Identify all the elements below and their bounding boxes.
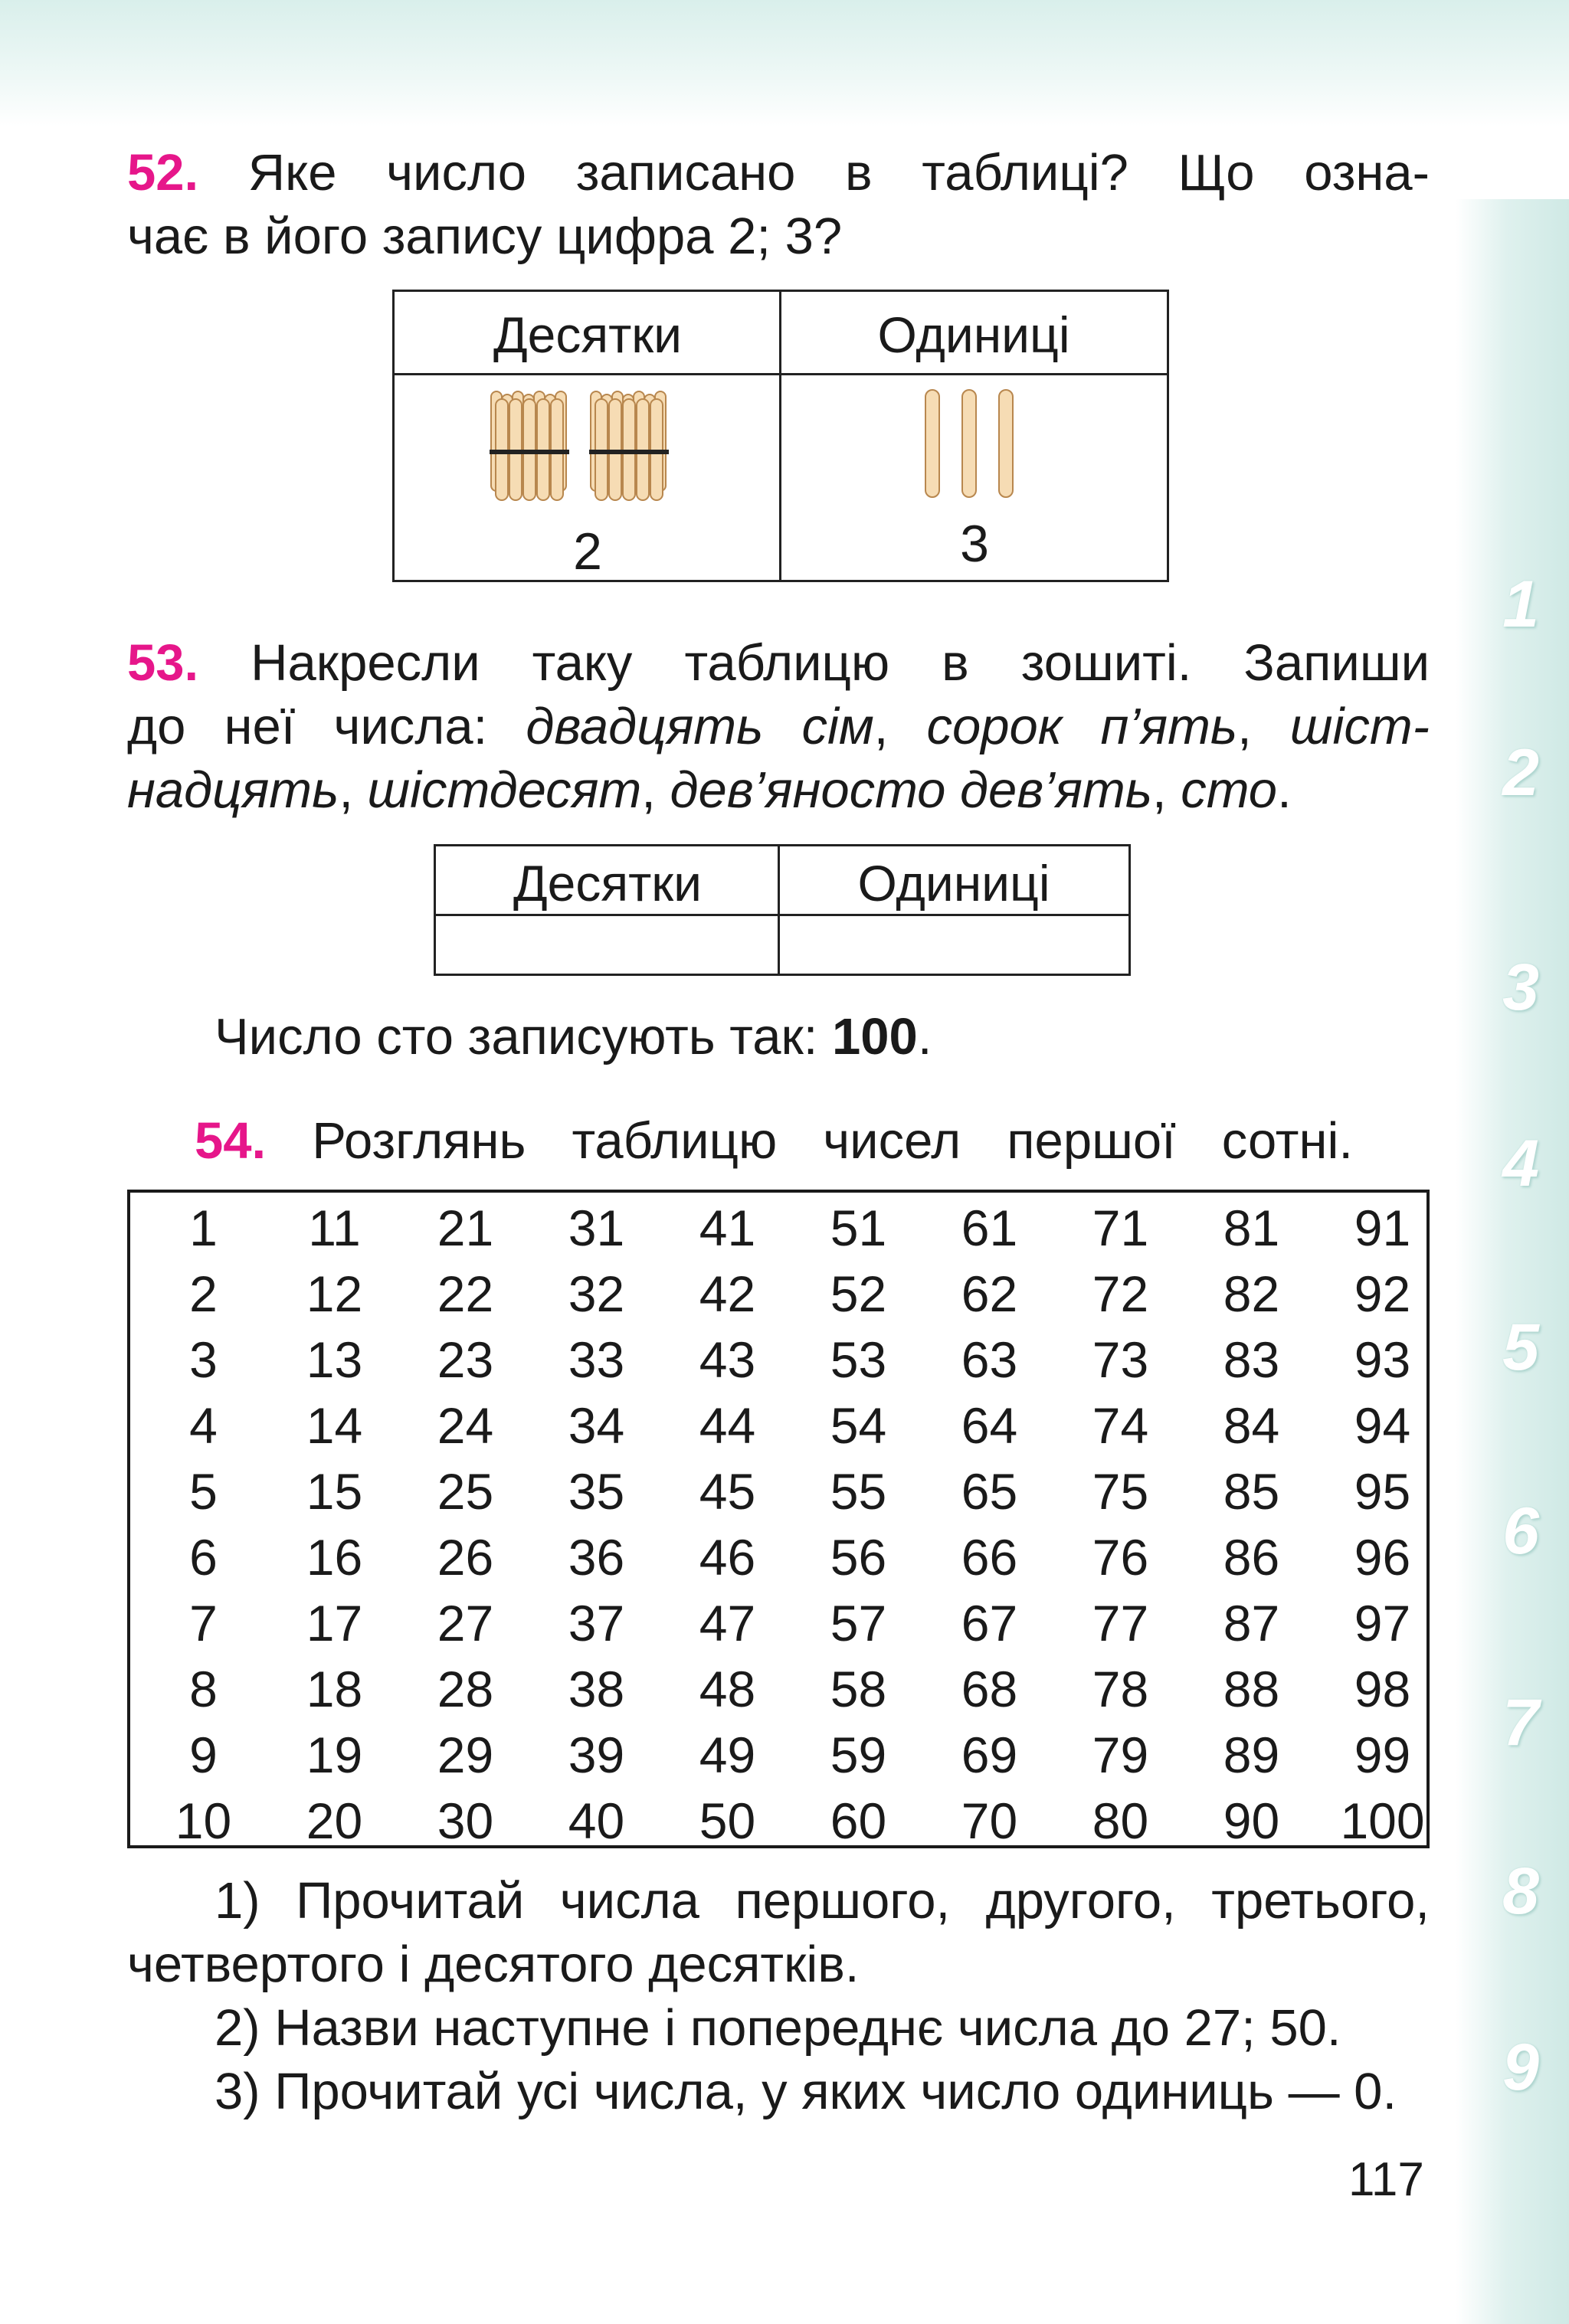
ex54-task2	[215, 1996, 1440, 2060]
grid-cell: 32	[568, 1265, 625, 1322]
grid-cell: 48	[699, 1661, 756, 1717]
bundle-band	[589, 450, 669, 454]
ex53-header-tens: Десятки	[513, 855, 703, 912]
ex52-line2	[127, 205, 1430, 268]
ex52-text-line2: чає в його запису цифра 2; 3?	[127, 208, 843, 265]
ex52-units-digit: 3	[960, 515, 989, 573]
grid-cell: 52	[830, 1265, 887, 1322]
grid-cell: 62	[961, 1265, 1018, 1322]
grid-cell: 46	[699, 1529, 756, 1586]
grid-cell: 10	[175, 1792, 232, 1849]
grid-cell: 77	[1092, 1595, 1149, 1651]
grid-cell: 5	[189, 1463, 218, 1520]
grid-cell: 38	[568, 1661, 625, 1717]
grid-cell: 100	[1340, 1792, 1425, 1849]
grid-cell: 28	[437, 1661, 494, 1717]
grid-cell: 68	[961, 1661, 1018, 1717]
grid-cell: 16	[306, 1529, 363, 1586]
ex53-word-3b: надцять	[127, 761, 339, 819]
ex52-table	[392, 290, 1169, 582]
unit-stick	[962, 390, 976, 497]
side-tab-9: 9	[1502, 2031, 1539, 2104]
grid-cell: 41	[699, 1200, 756, 1256]
grid-cell: 49	[699, 1727, 756, 1783]
ex53-header-units: Одиниці	[857, 855, 1050, 912]
grid-cell: 74	[1092, 1397, 1149, 1454]
hundred-table	[138, 1195, 1425, 1854]
ex52-tens-digit: 2	[573, 522, 602, 581]
grid-cell: 26	[437, 1529, 494, 1586]
ex54-text: Розглянь таблицю чисел першої сотні.	[312, 1112, 1353, 1170]
grid-cell: 64	[961, 1397, 1018, 1454]
grid-cell: 84	[1223, 1397, 1280, 1454]
ex53-word-4: шістдесят	[367, 761, 642, 819]
ex53-number: 53.	[127, 634, 199, 692]
grid-cell: 9	[189, 1727, 218, 1783]
grid-cell: 76	[1092, 1529, 1149, 1586]
ten-bundle	[490, 391, 569, 500]
grid-cell: 60	[830, 1792, 887, 1849]
ex52-line1	[127, 141, 1430, 205]
ex53-line2: до неї числа: двадцять сім, сорок п’ять, шіст-	[127, 698, 1430, 755]
grid-cell: 89	[1223, 1727, 1280, 1783]
grid-cell: 78	[1092, 1661, 1149, 1717]
ex53-table	[434, 844, 1131, 976]
side-tab-7: 7	[1502, 1686, 1539, 1759]
grid-cell: 53	[830, 1331, 887, 1388]
grid-cell: 19	[306, 1727, 363, 1783]
grid-cell: 17	[306, 1595, 363, 1651]
side-tab-8: 8	[1502, 1854, 1539, 1928]
grid-cell: 42	[699, 1265, 756, 1322]
grid-cell: 82	[1223, 1265, 1280, 1322]
grid-cell: 98	[1354, 1661, 1411, 1717]
grid-cell: 30	[437, 1792, 494, 1849]
grid-cell: 87	[1223, 1595, 1280, 1651]
grid-cell: 88	[1223, 1661, 1280, 1717]
grid-cell: 51	[830, 1200, 887, 1256]
grid-cell: 25	[437, 1463, 494, 1520]
ex54-task1-line2	[127, 1933, 1430, 1996]
grid-cell: 14	[306, 1397, 363, 1454]
ten-bundle	[589, 391, 669, 500]
grid-cell: 45	[699, 1463, 756, 1520]
grid-cell: 55	[830, 1463, 887, 1520]
grid-cell: 36	[568, 1529, 625, 1586]
page-number: 117	[1348, 2153, 1424, 2206]
grid-cell: 33	[568, 1331, 625, 1388]
grid-cell: 7	[189, 1595, 218, 1651]
grid-cell: 54	[830, 1397, 887, 1454]
grid-cell: 35	[568, 1463, 625, 1520]
grid-cell: 66	[961, 1529, 1018, 1586]
grid-cell: 20	[306, 1792, 363, 1849]
grid-cell: 29	[437, 1727, 494, 1783]
ex53-table-hline	[436, 914, 1128, 916]
grid-cell: 1	[189, 1200, 218, 1256]
grid-cell: 15	[306, 1463, 363, 1520]
ex53-word-5: дев’яносто дев’ять	[670, 761, 1152, 819]
hundred-note-end: .	[917, 1008, 932, 1065]
hundred-note	[215, 1005, 1364, 1069]
grid-cell: 90	[1223, 1792, 1280, 1849]
grid-cell: 70	[961, 1792, 1018, 1849]
grid-cell: 43	[699, 1331, 756, 1388]
ex54-task1-text1: 1) Прочитай числа першого, другого, третього,	[215, 1872, 1430, 1930]
grid-cell: 4	[189, 1397, 218, 1454]
grid-cell: 80	[1092, 1792, 1149, 1849]
grid-cell: 3	[189, 1331, 218, 1388]
side-tab-5: 5	[1502, 1311, 1539, 1384]
grid-cell: 34	[568, 1397, 625, 1454]
grid-cell: 96	[1354, 1529, 1411, 1586]
hundred-note-text: Число сто записують так:	[215, 1008, 833, 1065]
side-tab-4: 4	[1502, 1127, 1539, 1200]
grid-cell: 50	[699, 1792, 756, 1849]
hundred-note-value: 100	[832, 1008, 918, 1065]
grid-cell: 57	[830, 1595, 887, 1651]
unit-stick	[925, 390, 939, 497]
grid-cell: 39	[568, 1727, 625, 1783]
grid-cell: 37	[568, 1595, 625, 1651]
grid-cell: 13	[306, 1331, 363, 1388]
grid-cell: 44	[699, 1397, 756, 1454]
grid-cell: 67	[961, 1595, 1018, 1651]
grid-cell: 47	[699, 1595, 756, 1651]
grid-cell: 69	[961, 1727, 1018, 1783]
grid-cell: 12	[306, 1265, 363, 1322]
ex54-task3-text: 3) Прочитай усі числа, у яких число одиниць — 0.	[215, 2063, 1397, 2120]
ex52-text-line1: Яке число записано в таблиці? Що озна-	[247, 144, 1430, 201]
grid-cell: 61	[961, 1200, 1018, 1256]
grid-cell: 93	[1354, 1331, 1411, 1388]
grid-cell: 27	[437, 1595, 494, 1651]
side-tab-2: 2	[1502, 736, 1539, 810]
ex54-number: 54.	[195, 1112, 267, 1170]
grid-cell: 79	[1092, 1727, 1149, 1783]
ten-stick-bundles	[486, 387, 686, 502]
bundle-band	[490, 450, 569, 454]
side-tab-3: 3	[1502, 951, 1539, 1024]
grid-cell: 11	[308, 1200, 361, 1256]
grid-cell: 59	[830, 1727, 887, 1783]
side-tab-1: 1	[1502, 568, 1539, 641]
grid-cell: 97	[1354, 1595, 1411, 1651]
unit-stick	[999, 390, 1013, 497]
grid-cell: 65	[961, 1463, 1018, 1520]
grid-cell: 2	[189, 1265, 218, 1322]
grid-cell: 83	[1223, 1331, 1280, 1388]
ex52-header-units: Одиниці	[877, 306, 1070, 363]
ex52-header-tens: Десятки	[493, 306, 683, 363]
grid-cell: 72	[1092, 1265, 1149, 1322]
ex53-word-3a: шіст-	[1289, 698, 1430, 755]
ex54-task1-line1	[215, 1869, 1430, 1933]
grid-cell: 92	[1354, 1265, 1411, 1322]
side-tab-6: 6	[1502, 1494, 1539, 1568]
ex52-number: 52.	[127, 144, 199, 201]
grid-cell: 58	[830, 1661, 887, 1717]
ex53-line1	[127, 631, 1430, 695]
side-tab-strip	[1456, 199, 1569, 2324]
grid-cell: 23	[437, 1331, 494, 1388]
grid-cell: 56	[830, 1529, 887, 1586]
grid-cell: 73	[1092, 1331, 1149, 1388]
grid-cell: 75	[1092, 1463, 1149, 1520]
grid-cell: 18	[306, 1661, 363, 1717]
grid-cell: 81	[1223, 1200, 1280, 1256]
ex53-prefix: до неї числа:	[127, 698, 526, 755]
grid-cell: 8	[189, 1661, 218, 1717]
grid-cell: 40	[568, 1792, 625, 1849]
grid-cell: 99	[1354, 1727, 1411, 1783]
grid-cell: 22	[437, 1265, 494, 1322]
grid-cell: 94	[1354, 1397, 1411, 1454]
grid-cell: 6	[189, 1529, 218, 1586]
grid-cell: 95	[1354, 1463, 1411, 1520]
ex54-task3	[215, 2060, 1440, 2123]
grid-cell: 86	[1223, 1529, 1280, 1586]
ex54-line	[195, 1109, 1353, 1173]
ex53-word-6: сто	[1181, 761, 1278, 819]
ex53-text-line1: Накресли таку таблицю в зошиті. Запиши	[251, 634, 1430, 692]
grid-cell: 21	[437, 1200, 494, 1256]
ex54-task2-text: 2) Назви наступне і попереднє числа до 27; 50.	[215, 1999, 1341, 2057]
ex53-line3: надцять, шістдесят, дев’яносто дев’ять, сто.	[127, 761, 1292, 819]
grid-cell: 24	[437, 1397, 494, 1454]
unit-sticks	[919, 387, 1027, 502]
grid-cell: 85	[1223, 1463, 1280, 1520]
ex53-word-2: сорок п’ять	[926, 698, 1238, 755]
grid-cell: 91	[1354, 1200, 1411, 1256]
grid-cell: 63	[961, 1331, 1018, 1388]
ex53-word-1: двадцять сім	[526, 698, 874, 755]
top-decor-band	[0, 0, 1569, 126]
grid-cell: 31	[568, 1200, 625, 1256]
grid-cell: 71	[1092, 1200, 1149, 1256]
ex54-task1-text2: четвертого і десятого десятків.	[127, 1936, 860, 1993]
